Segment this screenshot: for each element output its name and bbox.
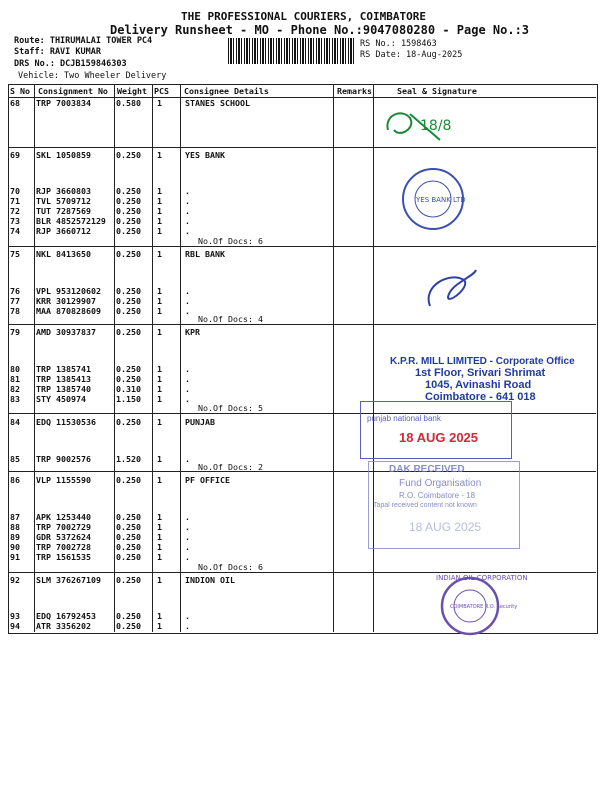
row-cons: GDR 5372624 (36, 532, 91, 542)
row-sno: 83 (10, 394, 20, 404)
row-cons: TRP 1385413 (36, 374, 91, 384)
row-detail: . (185, 384, 190, 394)
row-wt: 0.250 (116, 216, 141, 226)
row-pcs: 1 (157, 206, 162, 216)
row-cons: SLM 376267109 (36, 575, 101, 585)
pf-note: Tapal received content not known (373, 502, 477, 509)
yes-bank-ring-text: YES BANK LTD (416, 196, 466, 204)
row-sno: 89 (10, 532, 20, 542)
row-cons: TRP 7002728 (36, 542, 91, 552)
row-wt: 0.250 (116, 306, 141, 316)
row-sno: 70 (10, 186, 20, 196)
row-wt: 0.250 (116, 621, 141, 631)
row-pcs: 1 (157, 306, 162, 316)
pnb-name: punjab national bank (367, 414, 441, 423)
row-wt: 0.250 (116, 249, 141, 259)
rs-date: RS Date: 18-Aug-2025 (360, 50, 463, 60)
row-cons: KRR 30129907 (36, 296, 96, 306)
row-pcs: 1 (157, 216, 162, 226)
row-wt: 0.250 (116, 522, 141, 532)
row-wt: 0.310 (116, 384, 141, 394)
header-consignee: Consignee Details (184, 86, 269, 96)
row-pcs: 1 (157, 394, 162, 404)
row-detail: . (185, 512, 190, 522)
col-divider (180, 84, 181, 632)
kpr-stamp-line3: 1045, Avinashi Road (425, 379, 532, 391)
row-sno: 77 (10, 296, 20, 306)
col-divider (373, 84, 374, 632)
row-wt: 0.250 (116, 286, 141, 296)
row-pcs: 1 (157, 249, 162, 259)
header-pcs: PCS (154, 86, 169, 96)
row-detail: . (185, 306, 190, 316)
row-detail: . (185, 621, 190, 631)
row-detail: INDION OIL (185, 575, 235, 585)
row-wt: 0.250 (116, 417, 141, 427)
row-sno: 79 (10, 327, 20, 337)
row-sno: 71 (10, 196, 20, 206)
row-cons: NKL 8413650 (36, 249, 91, 259)
row-cons: TUT 7287569 (36, 206, 91, 216)
row-sno: 82 (10, 384, 20, 394)
row-cons: VPL 953120602 (36, 286, 101, 296)
pf-date: 18 AUG 2025 (409, 520, 482, 534)
row-pcs: 1 (157, 186, 162, 196)
row-cons: TVL 5709712 (36, 196, 91, 206)
row-pcs: 1 (157, 417, 162, 427)
row-sno: 92 (10, 575, 20, 585)
doc-count-pf: No.Of Docs: 6 (198, 562, 263, 572)
row-pcs: 1 (157, 621, 162, 631)
row-wt: 0.250 (116, 364, 141, 374)
row-sno: 88 (10, 522, 20, 532)
row-wt: 0.250 (116, 611, 141, 621)
pf-org: Fund Organisation (399, 478, 482, 489)
col-divider (34, 84, 35, 632)
row-pcs: 1 (157, 475, 162, 485)
header-seal: Seal & Signature (397, 86, 477, 96)
row-wt: 0.250 (116, 186, 141, 196)
runsheet-title: Delivery Runsheet - MO - Phone No.:9047080280 - Page No.:3 (110, 23, 530, 37)
green-signature (380, 100, 480, 148)
row-cons: RJP 3660803 (36, 186, 91, 196)
pf-dak: DAK RECEIVED (389, 464, 465, 475)
row-detail: . (185, 296, 190, 306)
row-detail: . (185, 522, 190, 532)
row-pcs: 1 (157, 374, 162, 384)
row-sno: 73 (10, 216, 20, 226)
col-divider (152, 84, 153, 632)
row-detail: . (185, 542, 190, 552)
row-detail: . (185, 186, 190, 196)
pnb-stamp (360, 401, 512, 459)
row-wt: 1.520 (116, 454, 141, 464)
row-sno: 90 (10, 542, 20, 552)
row-pcs: 1 (157, 98, 162, 108)
row-wt: 1.150 (116, 394, 141, 404)
row-wt: 0.250 (116, 575, 141, 585)
pf-city: R.O. Coimbatore - 18 (399, 491, 476, 500)
row-wt: 0.250 (116, 512, 141, 522)
row-pcs: 1 (157, 512, 162, 522)
row-pcs: 1 (157, 364, 162, 374)
row-wt: 0.250 (116, 226, 141, 236)
row-sno: 93 (10, 611, 20, 621)
group-separator (8, 246, 596, 247)
row-detail: RBL BANK (185, 249, 225, 259)
row-sno: 78 (10, 306, 20, 316)
yes-bank-stamp (400, 166, 466, 232)
row-wt: 0.250 (116, 552, 141, 562)
row-pcs: 1 (157, 542, 162, 552)
row-detail: KPR (185, 327, 200, 337)
group-separator (8, 147, 596, 148)
drs-text: DRS No.: DCJB159846303 (14, 59, 127, 69)
row-sno: 72 (10, 206, 20, 216)
row-sno: 69 (10, 150, 20, 160)
row-detail: STANES SCHOOL (185, 98, 250, 108)
row-cons: EDQ 11530536 (36, 417, 96, 427)
row-detail: . (185, 226, 190, 236)
group-separator (8, 324, 596, 325)
pf-stamp (368, 461, 520, 549)
row-pcs: 1 (157, 286, 162, 296)
row-detail: . (185, 374, 190, 384)
row-wt: 0.250 (116, 296, 141, 306)
row-pcs: 1 (157, 532, 162, 542)
row-cons: BLR 4852572129 (36, 216, 106, 226)
row-pcs: 1 (157, 226, 162, 236)
row-pcs: 1 (157, 522, 162, 532)
row-cons: EDQ 16792453 (36, 611, 96, 621)
row-detail: . (185, 532, 190, 542)
row-sno: 75 (10, 249, 20, 259)
row-sno: 74 (10, 226, 20, 236)
row-detail: . (185, 216, 190, 226)
header-consignment: Consignment No (38, 86, 108, 96)
row-sno: 68 (10, 98, 20, 108)
row-cons: RJP 3660712 (36, 226, 91, 236)
company-title: THE PROFESSIONAL COURIERS, COIMBATORE (181, 10, 427, 23)
row-cons: TRP 1385740 (36, 384, 91, 394)
row-cons: APK 1253440 (36, 512, 91, 522)
row-detail: YES BANK (185, 150, 225, 160)
row-sno: 80 (10, 364, 20, 374)
row-cons: TRP 7003834 (36, 98, 91, 108)
doc-count-rbl: No.Of Docs: 4 (198, 314, 263, 324)
row-detail: . (185, 196, 190, 206)
row-sno: 86 (10, 475, 20, 485)
row-cons: TRP 7002729 (36, 522, 91, 532)
row-detail: . (185, 364, 190, 374)
row-pcs: 1 (157, 384, 162, 394)
row-pcs: 1 (157, 296, 162, 306)
doc-count-kpr: No.Of Docs: 5 (198, 403, 263, 413)
row-sno: 85 (10, 454, 20, 464)
vehicle-text: Vehicle: Two Wheeler Delivery (18, 71, 167, 81)
row-wt: 0.250 (116, 542, 141, 552)
row-sno: 91 (10, 552, 20, 562)
blue-signature (420, 266, 480, 318)
row-wt: 0.250 (116, 206, 141, 216)
row-pcs: 1 (157, 196, 162, 206)
row-detail: . (185, 611, 190, 621)
col-divider (333, 84, 334, 632)
row-sno: 84 (10, 417, 20, 427)
row-wt: 0.250 (116, 150, 141, 160)
row-wt: 0.580 (116, 98, 141, 108)
signature-text: 18/8 (420, 118, 452, 134)
header-sno: S No (10, 86, 30, 96)
row-detail: . (185, 552, 190, 562)
doc-count-yes-bank: No.Of Docs: 6 (198, 236, 263, 246)
row-sno: 94 (10, 621, 20, 631)
row-sno: 81 (10, 374, 20, 384)
row-cons: SKL 1050859 (36, 150, 91, 160)
doc-count-punjab: No.Of Docs: 2 (198, 462, 263, 472)
row-detail: . (185, 286, 190, 296)
row-detail: . (185, 394, 190, 404)
kpr-stamp-line1: K.P.R. MILL LIMITED - Corporate Office (390, 356, 575, 367)
kpr-stamp-line4: Coimbatore - 641 018 (425, 391, 536, 403)
header-weight: Weight (117, 86, 147, 96)
pnb-date: 18 AUG 2025 (399, 430, 479, 445)
row-cons: ATR 3356202 (36, 621, 91, 631)
row-pcs: 1 (157, 454, 162, 464)
row-wt: 0.250 (116, 327, 141, 337)
row-detail: . (185, 206, 190, 216)
route-text: Route: THIRUMALAI TOWER PC4 (14, 36, 153, 46)
row-cons: TRP 1561535 (36, 552, 91, 562)
col-divider (114, 84, 115, 632)
row-cons: MAA 870828609 (36, 306, 101, 316)
row-wt: 0.250 (116, 532, 141, 542)
row-pcs: 1 (157, 327, 162, 337)
row-detail: . (185, 454, 190, 464)
row-wt: 0.250 (116, 475, 141, 485)
row-wt: 0.250 (116, 196, 141, 206)
indian-oil-stamp (430, 570, 528, 636)
row-pcs: 1 (157, 575, 162, 585)
row-cons: STY 450974 (36, 394, 86, 404)
row-pcs: 1 (157, 552, 162, 562)
row-detail: PF OFFICE (185, 475, 230, 485)
row-sno: 76 (10, 286, 20, 296)
row-pcs: 1 (157, 150, 162, 160)
barcode (228, 38, 356, 64)
row-cons: AMD 30937837 (36, 327, 96, 337)
header-remarks: Remarks (337, 86, 372, 96)
row-cons: TRP 1385741 (36, 364, 91, 374)
row-wt: 0.250 (116, 374, 141, 384)
kpr-stamp-line2: 1st Floor, Srivari Shrimat (415, 367, 546, 379)
staff-text: Staff: RAVI KUMAR (14, 47, 101, 57)
row-cons: VLP 1155590 (36, 475, 91, 485)
ioc-center-text: COIMBATORE R.O. Security (450, 604, 518, 610)
row-detail: PUNJAB (185, 417, 215, 427)
row-pcs: 1 (157, 611, 162, 621)
row-sno: 87 (10, 512, 20, 522)
rs-number: RS No.: 1598463 (360, 39, 437, 49)
row-cons: TRP 9002576 (36, 454, 91, 464)
ioc-ring-text: INDIAN OIL CORPORATION (436, 574, 528, 582)
